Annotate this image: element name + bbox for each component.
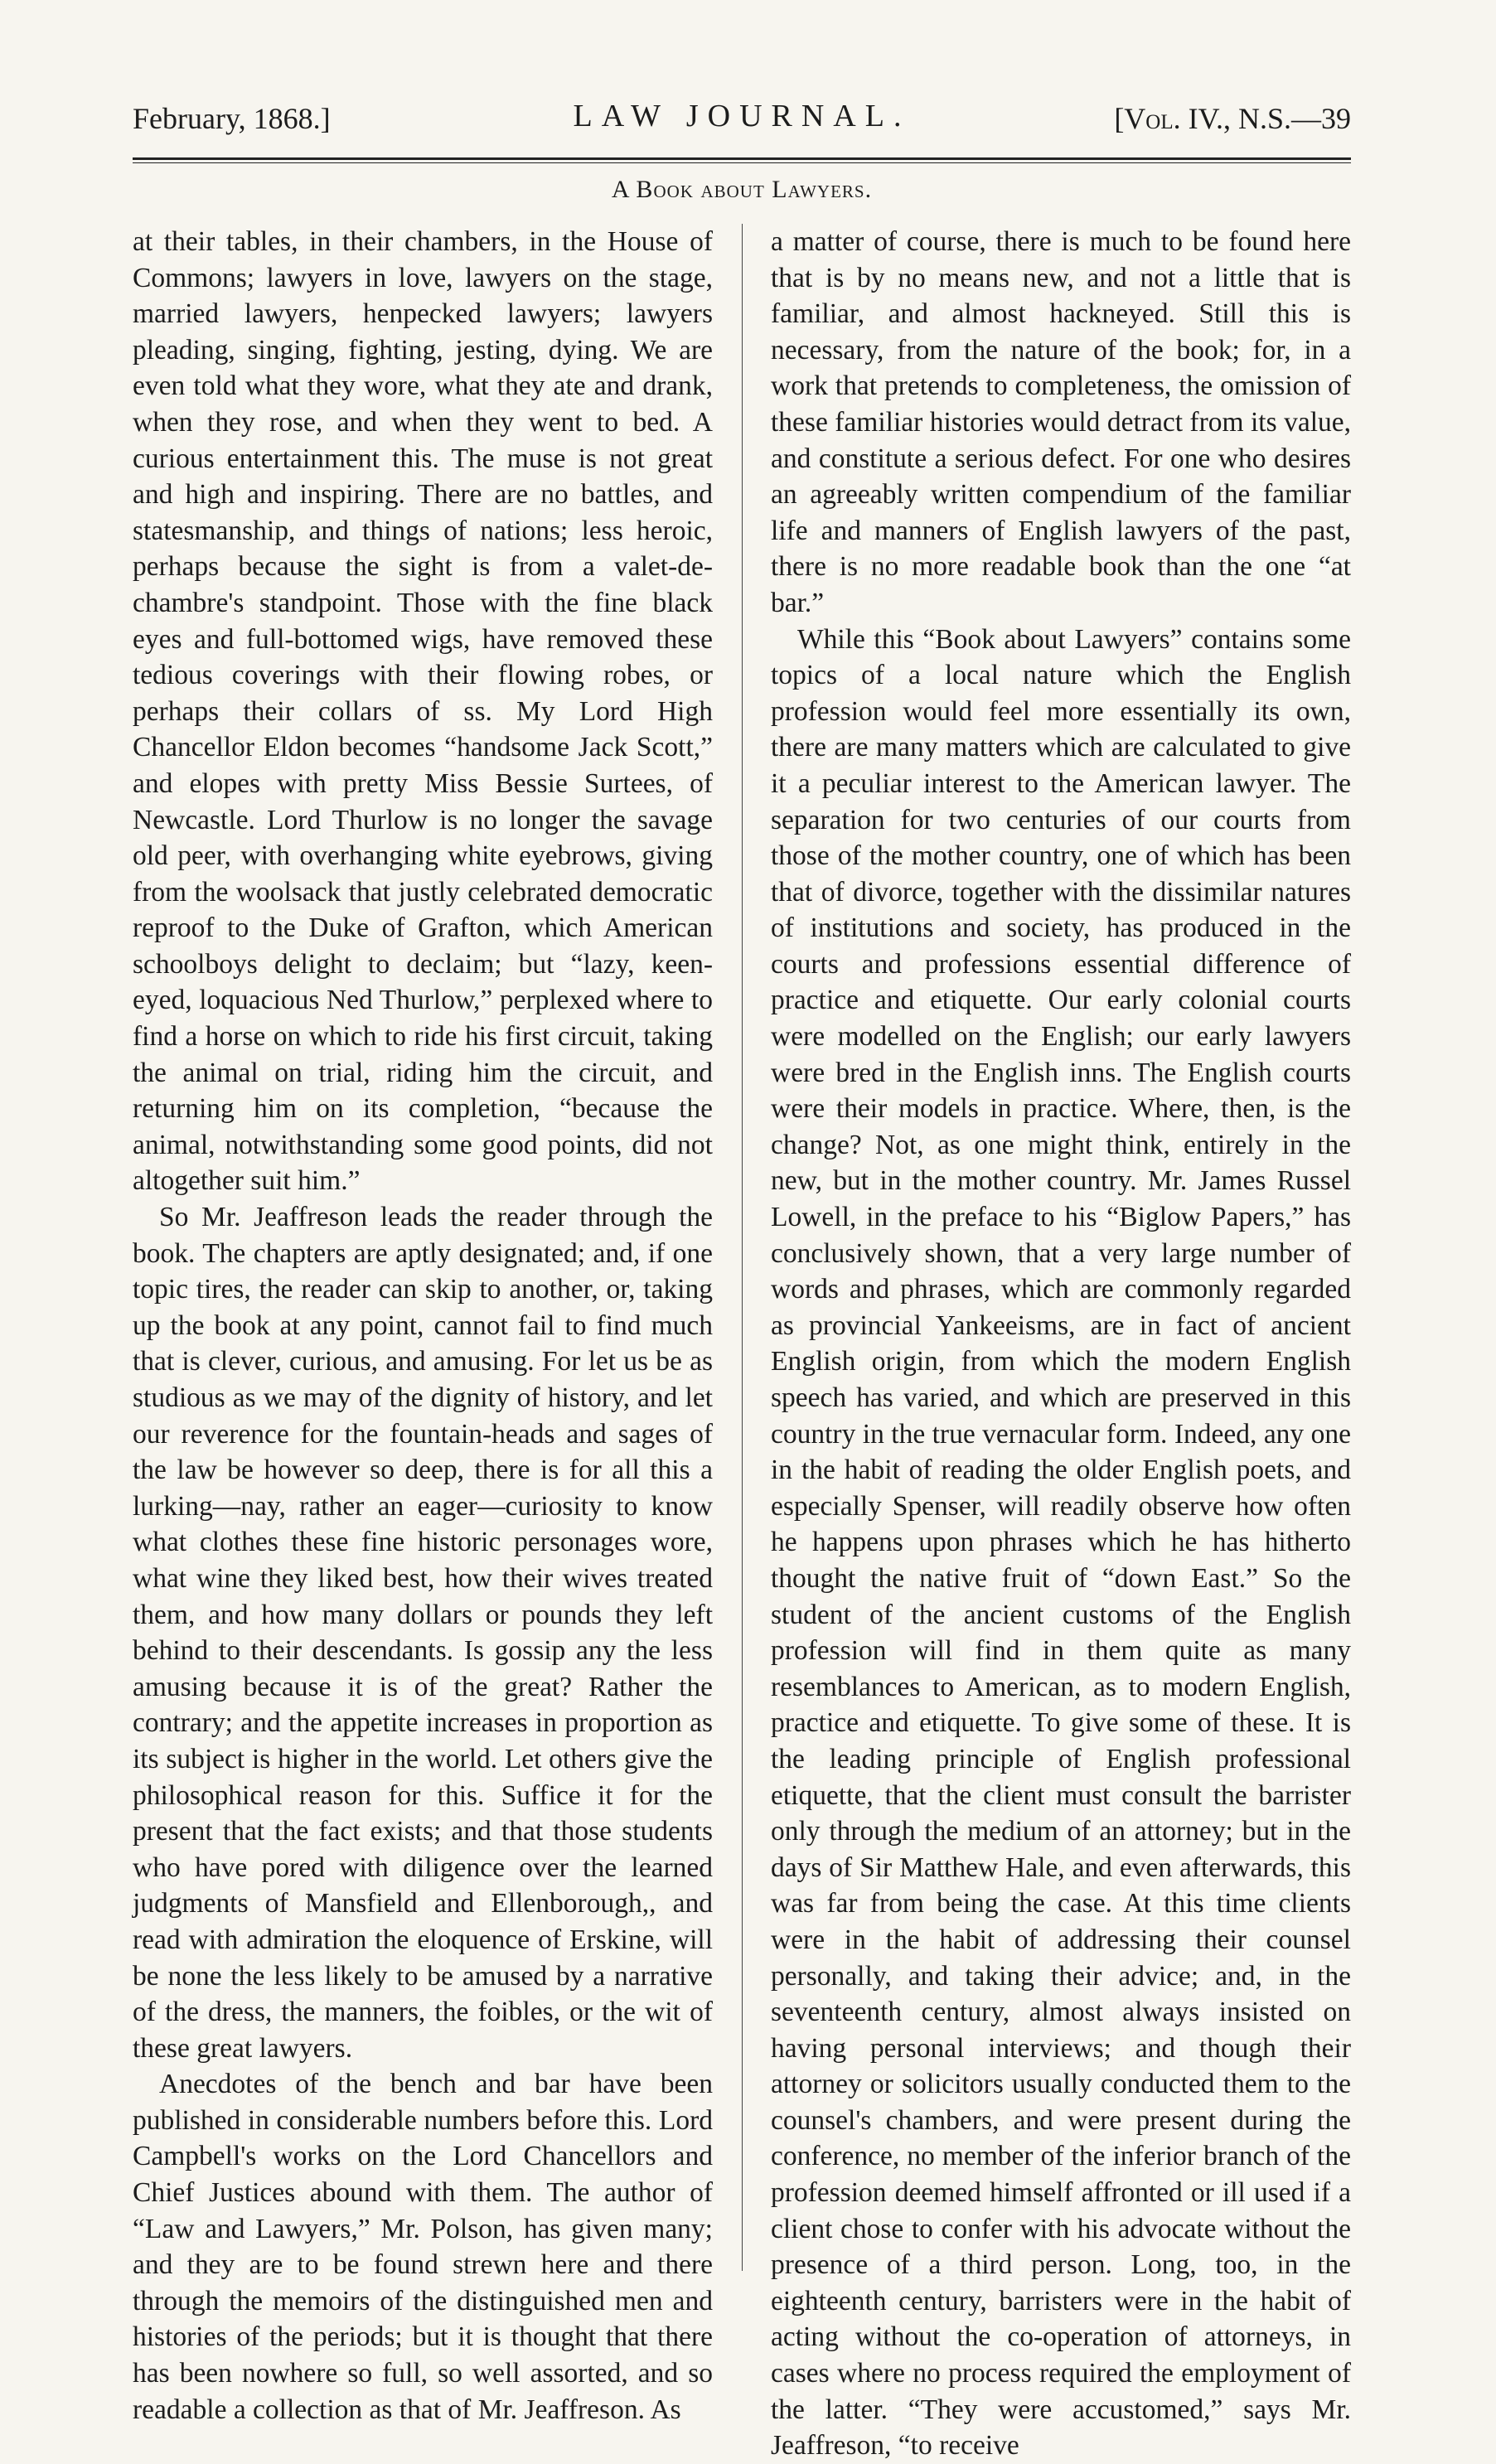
left-paragraph-2: So Mr. Jeaffreson leads the reader through the book. The chapters are aptly designated; and, if one topic tires, the reader can skip to another, or, taking up the book at any point, cannot fail to find much that is clever, curious, and amusing. For let us be as studious as we may of the dignity of history, and let our reverence for the fountain-heads and sages of the law be however so deep, there is for all this a lurking—nay, rather an eager—curiosity to know what clothes these fine historic personages wore, what wine they liked best, how their wives treated them, and how many dollars or pounds they left behind to their descendants. Is gossip any the less amusing because it is of the great? Rather the contrary; and the appetite increases in proportion as its subject is higher in the world. Let others give the philosophical reason for this. Suffice it for the present that the fact exists; and that those students who have pored with diligence over the learned judgments of Mansfield and Ellenborough,, and read with admiration the eloquence of Erskine, will be none the less likely to be amused by a narrative of the dress, the manners, the foibles, or the wit of these great lawyers. (133, 1202, 713, 2064)
journal-title: LAW JOURNAL. (573, 99, 911, 133)
header-date: February, 1868.] (133, 102, 331, 135)
right-column (771, 224, 1351, 2462)
left-paragraph-3: Anecdotes of the bench and bar have been published in considerable numbers before this. Lord Campbell's works on the Lord Chancellors and Chief Justices abound with them. The author of “Law and Lawyers,” Mr. Polson, has given many; and they are to be found strewn here and there through the memoirs of the distinguished men and histories of the periods; but it is thought that there has been nowhere so full, so well assorted, and so readable a collection as that of Mr. Jeaffreson. As (133, 2069, 713, 2425)
left-column (133, 224, 713, 2425)
right-paragraph-2: While this “Book about Lawyers” contains some topics of a local nature which the English profession would feel more essentially its own, there are many matters which are calculated to give it a peculiar interest to the American lawyer. The separation for two centuries of our courts from those of the mother country, one of which has been that of divorce, together with the dissimilar natures of institutions and society, has produced in the courts and professions essential difference of practice and etiquette. Our early colonial courts were modelled on the English; our early lawyers were bred in the English inns. The English courts were their models in practice. Where, then, is the change? Not, as one might think, entirely in the new, but in the mother country. Mr. James Russel Lowell, in the preface to his “Biglow Papers,” has conclusively shown, that a very large number of words and phrases, which are commonly regarded as provincial Yankeeisms, are in fact of ancient English origin, from which the modern English speech has varied, and which are preserved in this country in the true vernacular form. Indeed, any one in the habit of reading the older English poets, and especially Spenser, will readily observe how often he happens upon phrases which he has hitherto thought the native fruit of “down East.” So the student of the ancient customs of the English profession will find in them quite as many resemblances to American, as to modern English, practice and etiquette. To give some of these. It is the leading principle of English professional etiquette, that the client must consult the barrister only through the medium of an attorney; but in the days of Sir Matthew Hale, and even afterwards, this was far from being the case. At this time clients were in the habit of addressing their counsel personally, and taking their advice; and, in the seventeenth century, almost always insisted on having personal interviews; and though their attorney or solicitors usually conducted them to the counsel's chambers, and were present during the conference, no member of the inferior branch of the profession deemed himself affronted or ill used if a client chose to confer with his advocate without the presence of a third person. Long, too, in the eighteenth century, barristers were in the habit of acting without the co-operation of attorneys, in cases where no process required the employment of the latter. “They were accustomed,” says Mr. Jeaffreson, “to receive (771, 623, 1351, 2462)
article-running-title: A Book about Lawyers. (611, 176, 873, 203)
volume-page-number: [Vol. IV., N.S.—39 (1114, 102, 1351, 135)
column-divider (742, 224, 743, 2271)
page-header (133, 98, 1351, 148)
header-rule-thick (133, 157, 1351, 160)
left-paragraph-1: at their tables, in their chambers, in the House of Commons; lawyers in love, lawyers on the stage, married lawyers, henpecked lawyers; lawyers pleading, singing, fighting, jesting, dying. We are even told what they wore, what they ate and drank, when they rose, and when they went to bed. A curious entertainment this. The muse is not great and high and inspiring. There are no battles, and statesmanship, and things of nations; less heroic, perhaps because the sight is from a valet-de-chambre's standpoint. Those with the fine black eyes and full-bottomed wigs, have removed these tedious coverings with their flowing robes, or perhaps their collars of ss. My Lord High Chancellor Eldon becomes “handsome Jack Scott,” and elopes with pretty Miss Bessie Surtees, of Newcastle. Lord Thurlow is no longer the savage old peer, with overhanging white eyebrows, giving from the woolsack that justly celebrated democratic reproof to the Duke of Grafton, which American schoolboys delight to declaim; but “lazy, keen-eyed, loquacious Ned Thurlow,” perplexed where to find a horse on which to ride his first circuit, taking the animal on trial, riding him the circuit, and returning him on its completion, “because the animal, notwithstanding some good points, did not altogether suit him.” (133, 226, 713, 1197)
header-rule-thin (133, 162, 1351, 163)
right-paragraph-1: a matter of course, there is much to be found here that is by no means new, and not a little that is familiar, and almost hackneyed. Still this is necessary, from the nature of the book; for, in a work that pretends to completeness, the omission of these familiar histories would detract from its value, and constitute a serious defect. For one who desires an agreeably written compendium of the familiar life and manners of English lawyers of the past, there is no more readable book than the one “at bar.” (771, 226, 1351, 618)
